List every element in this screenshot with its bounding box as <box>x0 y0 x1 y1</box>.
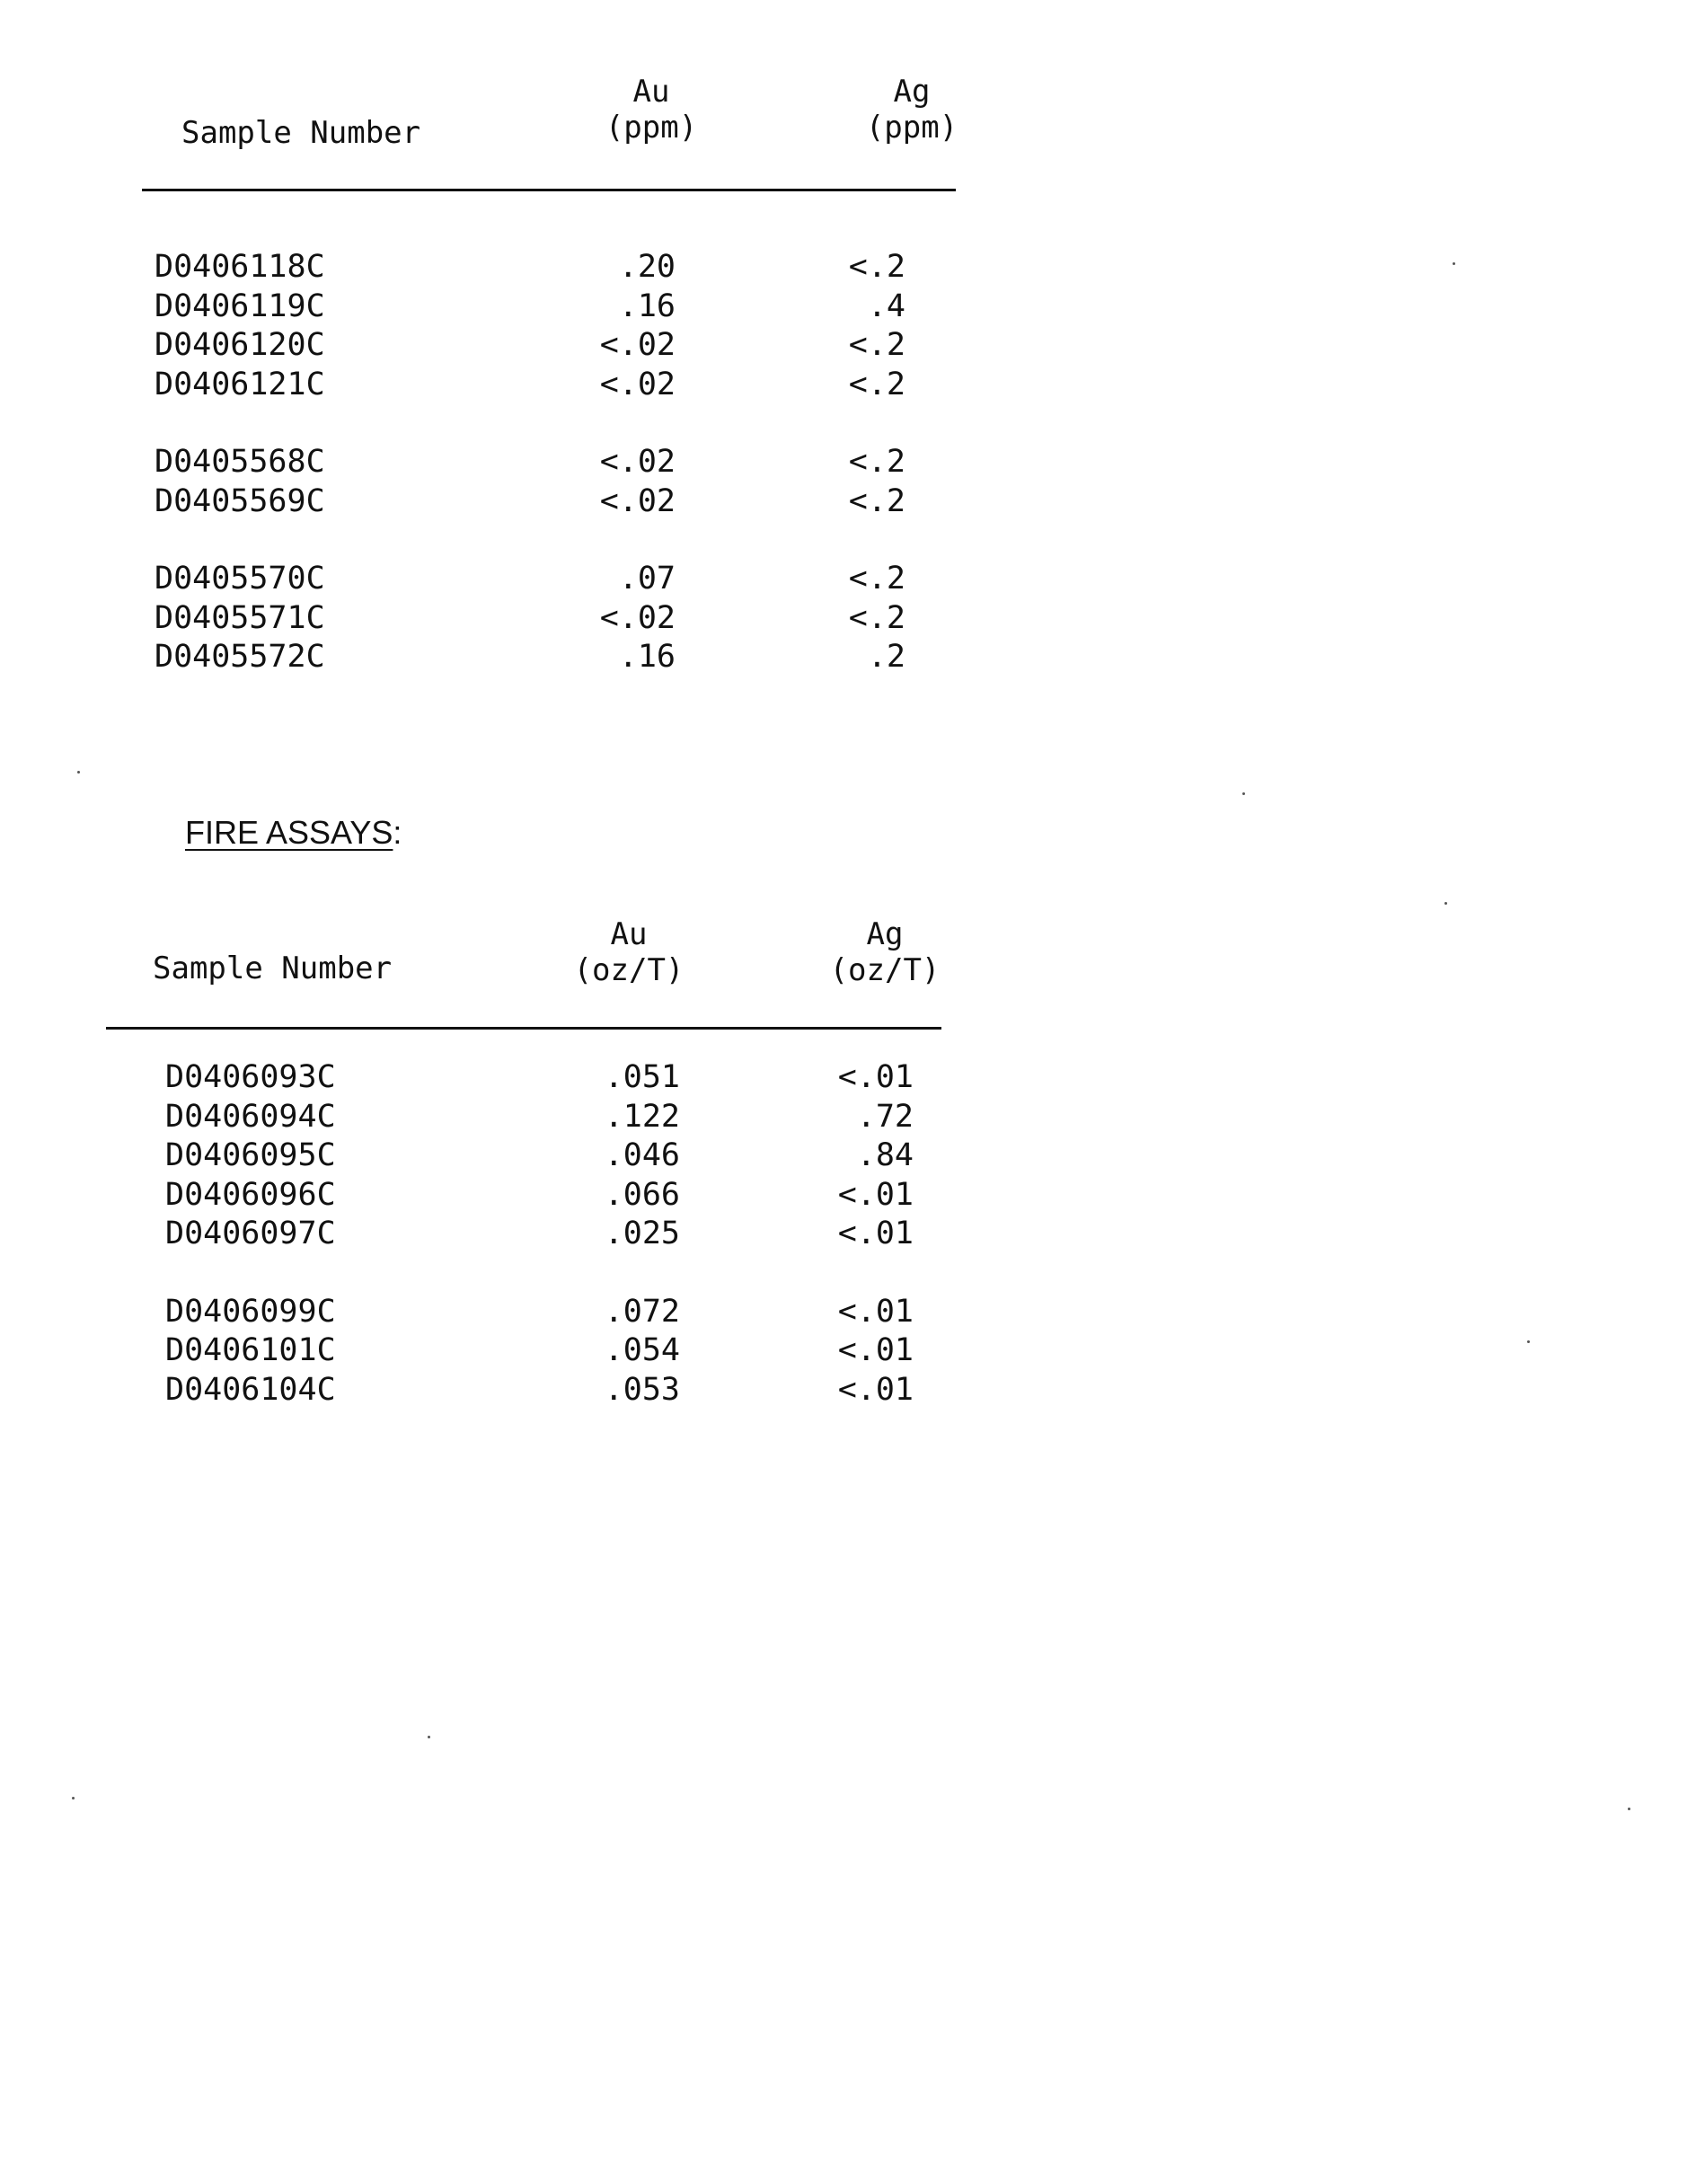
ag-value-cell: .2 <box>867 639 905 675</box>
table1-ag-header <box>835 74 988 146</box>
ag-value-cell: .84 <box>856 1137 914 1173</box>
sample-number-cell: D0406120C <box>155 327 325 363</box>
scan-speck <box>1628 1808 1630 1810</box>
sample-number-cell: D0405569C <box>155 482 325 519</box>
scan-speck <box>1453 262 1455 265</box>
sample-number-cell: D0406101C <box>165 1332 336 1368</box>
au-value-cell: <.02 <box>599 366 676 402</box>
sample-number-cell: D0406121C <box>155 366 325 402</box>
scan-speck <box>1527 1340 1530 1343</box>
ag-value-cell: <.01 <box>837 1371 914 1408</box>
ag-value-cell: .4 <box>867 287 905 324</box>
au-value-cell: .16 <box>618 287 676 324</box>
table1-au-element: Au <box>632 74 670 110</box>
ag-value-cell: <.01 <box>837 1293 914 1330</box>
scan-speck <box>428 1736 430 1738</box>
ag-value-cell: <.01 <box>837 1059 914 1095</box>
au-value-cell: <.02 <box>599 482 676 519</box>
sample-number-cell: D0405568C <box>155 444 325 480</box>
au-value-cell: <.02 <box>599 327 676 363</box>
sample-number-cell: D0406095C <box>165 1137 336 1173</box>
sample-number-cell: D0406096C <box>165 1176 336 1213</box>
ag-value-cell: <.01 <box>837 1176 914 1213</box>
table1-ag-element: Ag <box>893 74 931 110</box>
fire-assays-title <box>185 814 402 852</box>
sample-number-cell: D0406097C <box>165 1216 336 1251</box>
sample-number-cell: D0405570C <box>155 561 325 597</box>
au-value-cell: .16 <box>618 639 676 675</box>
table2-ag-header <box>808 916 961 988</box>
au-value-cell: <.02 <box>599 599 676 636</box>
au-value-cell: .054 <box>604 1332 680 1368</box>
sample-number-cell: D0406094C <box>165 1098 336 1135</box>
ag-value-cell: .72 <box>856 1098 914 1135</box>
table2-au-element: Au <box>610 916 648 952</box>
sample-number-cell: D0406093C <box>165 1059 336 1095</box>
au-value-cell: .051 <box>604 1059 680 1095</box>
au-value-cell: .072 <box>604 1293 680 1330</box>
table2-ag-element: Ag <box>866 916 904 952</box>
au-value-cell: <.02 <box>599 444 676 480</box>
table1-au-unit: (ppm) <box>605 110 698 146</box>
au-value-cell: .20 <box>618 249 676 285</box>
table1-au-header <box>575 74 728 146</box>
ag-value-cell: <.2 <box>848 366 905 402</box>
table1-sample-header: Sample Number <box>181 115 421 151</box>
scan-speck <box>1444 902 1447 905</box>
ag-value-cell: <.2 <box>848 599 905 636</box>
table2-au-unit: (oz/T) <box>573 952 685 988</box>
table1-ag-unit: (ppm) <box>865 110 958 146</box>
ag-value-cell: <.2 <box>848 482 905 519</box>
ag-value-cell: <.2 <box>848 327 905 363</box>
ag-value-cell: <.2 <box>848 249 905 285</box>
table1-header-rule <box>142 189 956 191</box>
sample-number-cell: D0405572C <box>155 639 325 675</box>
au-value-cell: .025 <box>604 1216 680 1251</box>
table2-sample-header: Sample Number <box>153 951 393 986</box>
scan-speck <box>72 1797 75 1799</box>
sample-number-cell: D0406104C <box>165 1371 336 1408</box>
au-value-cell: .066 <box>604 1176 680 1213</box>
table2-header-rule <box>106 1027 941 1030</box>
fire-assays-title-text: FIRE ASSAYS <box>185 814 393 851</box>
scan-speck <box>1242 792 1245 795</box>
au-value-cell: .046 <box>604 1137 680 1173</box>
ag-value-cell: <.2 <box>848 444 905 480</box>
au-value-cell: .122 <box>604 1098 680 1135</box>
sample-number-cell: D0405571C <box>155 599 325 636</box>
au-value-cell: .053 <box>604 1371 680 1408</box>
sample-number-cell: D0406099C <box>165 1293 336 1330</box>
ag-value-cell: <.01 <box>837 1332 914 1368</box>
au-value-cell: .07 <box>618 561 676 597</box>
sample-number-cell: D0406119C <box>155 287 325 324</box>
table2-au-header <box>552 916 705 988</box>
ag-value-cell: <.01 <box>837 1216 914 1251</box>
table2-ag-unit: (oz/T) <box>829 952 941 988</box>
sample-number-cell: D0406118C <box>155 249 325 285</box>
scan-speck <box>77 771 80 774</box>
fire-assays-title-colon: : <box>393 814 402 851</box>
ag-value-cell: <.2 <box>848 561 905 597</box>
